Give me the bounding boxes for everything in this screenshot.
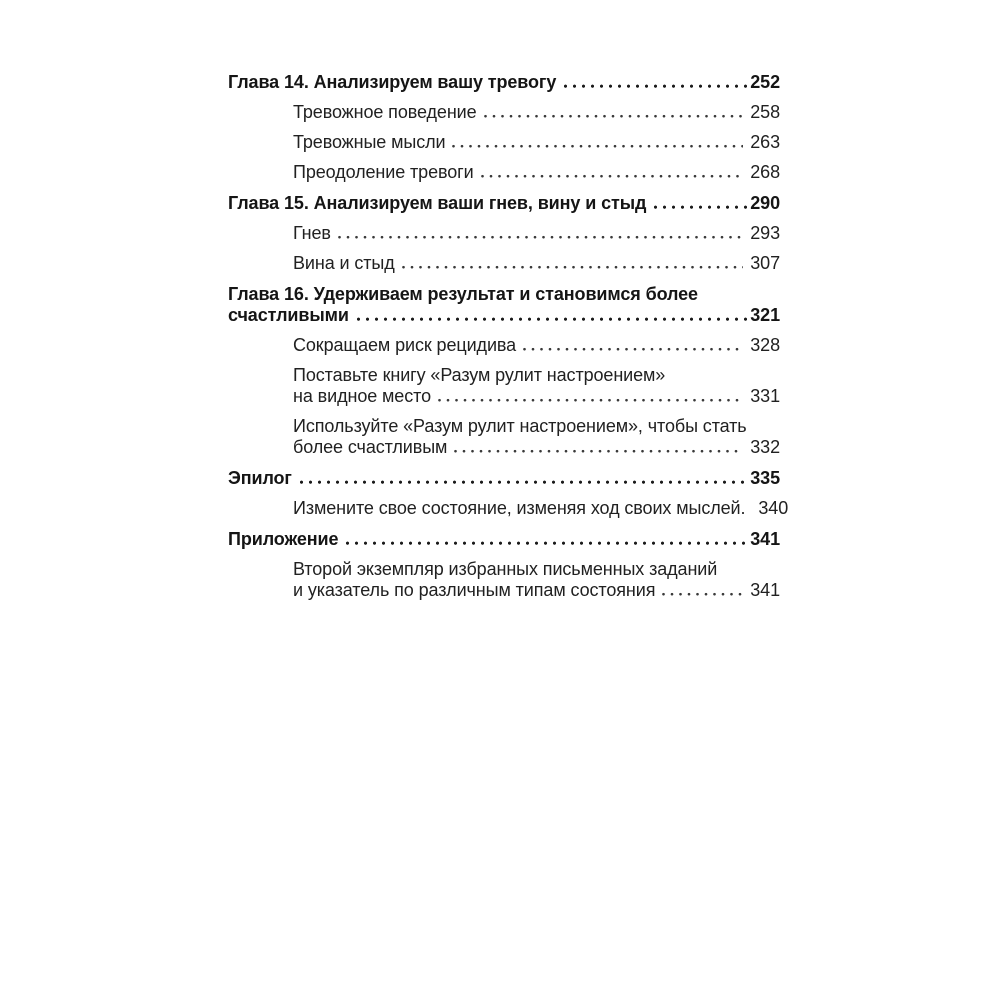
toc-chapter-entry <box>228 529 780 550</box>
page-number: 341 <box>750 529 780 549</box>
dot-leader <box>437 397 743 402</box>
page-number: 307 <box>750 253 780 273</box>
toc-entry-row <box>228 305 780 326</box>
page-number: 268 <box>750 162 780 182</box>
dot-leader <box>480 173 744 178</box>
toc-subentry <box>228 559 780 601</box>
toc-subentry <box>228 102 780 123</box>
toc-entry-row <box>293 132 780 153</box>
toc-entry-text: Приложение <box>228 529 339 549</box>
page-number: 290 <box>750 193 780 213</box>
toc-subentry <box>228 253 780 274</box>
dot-leader <box>563 83 748 88</box>
table-of-contents <box>228 62 789 610</box>
page-number: 328 <box>750 335 780 355</box>
toc-subentry <box>228 498 789 519</box>
toc-entry-row <box>293 335 780 356</box>
toc-entry-row <box>228 193 780 214</box>
toc-subentry <box>228 223 780 244</box>
page-number: 252 <box>750 72 780 92</box>
dot-leader <box>453 448 743 453</box>
page-number: 340 <box>758 498 789 518</box>
toc-entry-row <box>293 437 780 458</box>
toc-entry-text: Поставьте книгу «Разум рулит настроением» <box>293 365 666 385</box>
toc-entry-text: Гнев <box>293 223 331 243</box>
page-number: 341 <box>750 580 780 600</box>
toc-subentry <box>228 132 780 153</box>
dot-leader <box>661 591 743 596</box>
page-number: 331 <box>750 386 780 406</box>
toc-chapter-entry <box>228 284 780 326</box>
toc-entry-row <box>293 162 780 183</box>
dot-leader <box>345 540 748 545</box>
toc-chapter-entry <box>228 193 780 214</box>
toc-chapter-entry <box>228 72 780 93</box>
toc-entry-text: Глава 14. Анализируем вашу тревогу <box>228 72 557 92</box>
toc-entry-row <box>293 580 780 601</box>
toc-entry-text: Второй экземпляр избранных письменных заданий <box>293 559 718 579</box>
dot-leader <box>483 113 744 118</box>
dot-leader <box>299 479 748 484</box>
page-number: 332 <box>750 437 780 457</box>
toc-subentry <box>228 365 780 407</box>
dot-leader <box>522 346 743 351</box>
page-number: 258 <box>750 102 780 122</box>
toc-entry-text: более счастливым <box>293 437 448 457</box>
page-number: 263 <box>750 132 780 152</box>
toc-entry-text: Вина и стыд <box>293 253 395 273</box>
toc-entry-text: и указатель по различным типам состояния <box>293 580 656 600</box>
toc-entry-text: счастливыми <box>228 305 349 325</box>
toc-entry-text: Тревожные мысли <box>293 132 446 152</box>
toc-entry-text: Измените свое состояние, изменяя ход своих мыслей. <box>293 498 746 518</box>
toc-entry-text: на видное место <box>293 386 431 406</box>
dot-leader <box>401 264 744 269</box>
page-number: 335 <box>750 468 780 488</box>
toc-entry-row <box>228 468 780 489</box>
page-number: 321 <box>750 305 780 325</box>
toc-subentry <box>228 162 780 183</box>
toc-entry-row <box>293 102 780 123</box>
toc-subentry <box>228 335 780 356</box>
dot-leader <box>337 234 743 239</box>
dot-leader <box>451 143 743 148</box>
toc-entry-row <box>293 498 789 519</box>
toc-entry-text: Тревожное поведение <box>293 102 477 122</box>
toc-entry-text: Преодоление тревоги <box>293 162 474 182</box>
dot-leader <box>356 316 748 321</box>
toc-entry-row <box>228 72 780 93</box>
toc-subentry <box>228 416 780 458</box>
dot-leader <box>653 204 748 209</box>
toc-entry-text: Используйте «Разум рулит настроением», чтобы стать <box>293 416 747 436</box>
toc-entry-row <box>293 386 780 407</box>
toc-entry-text: Глава 15. Анализируем ваши гнев, вину и стыд <box>228 193 647 213</box>
toc-entry-row <box>293 253 780 274</box>
toc-entry-text: Сокращаем риск рецидива <box>293 335 517 355</box>
toc-entry-text: Глава 16. Удерживаем результат и становимся более <box>228 284 698 304</box>
toc-entry-row <box>293 223 780 244</box>
toc-entry-row <box>228 529 780 550</box>
toc-entry-text: Эпилог <box>228 468 292 488</box>
page-number: 293 <box>750 223 780 243</box>
toc-chapter-entry <box>228 468 780 489</box>
